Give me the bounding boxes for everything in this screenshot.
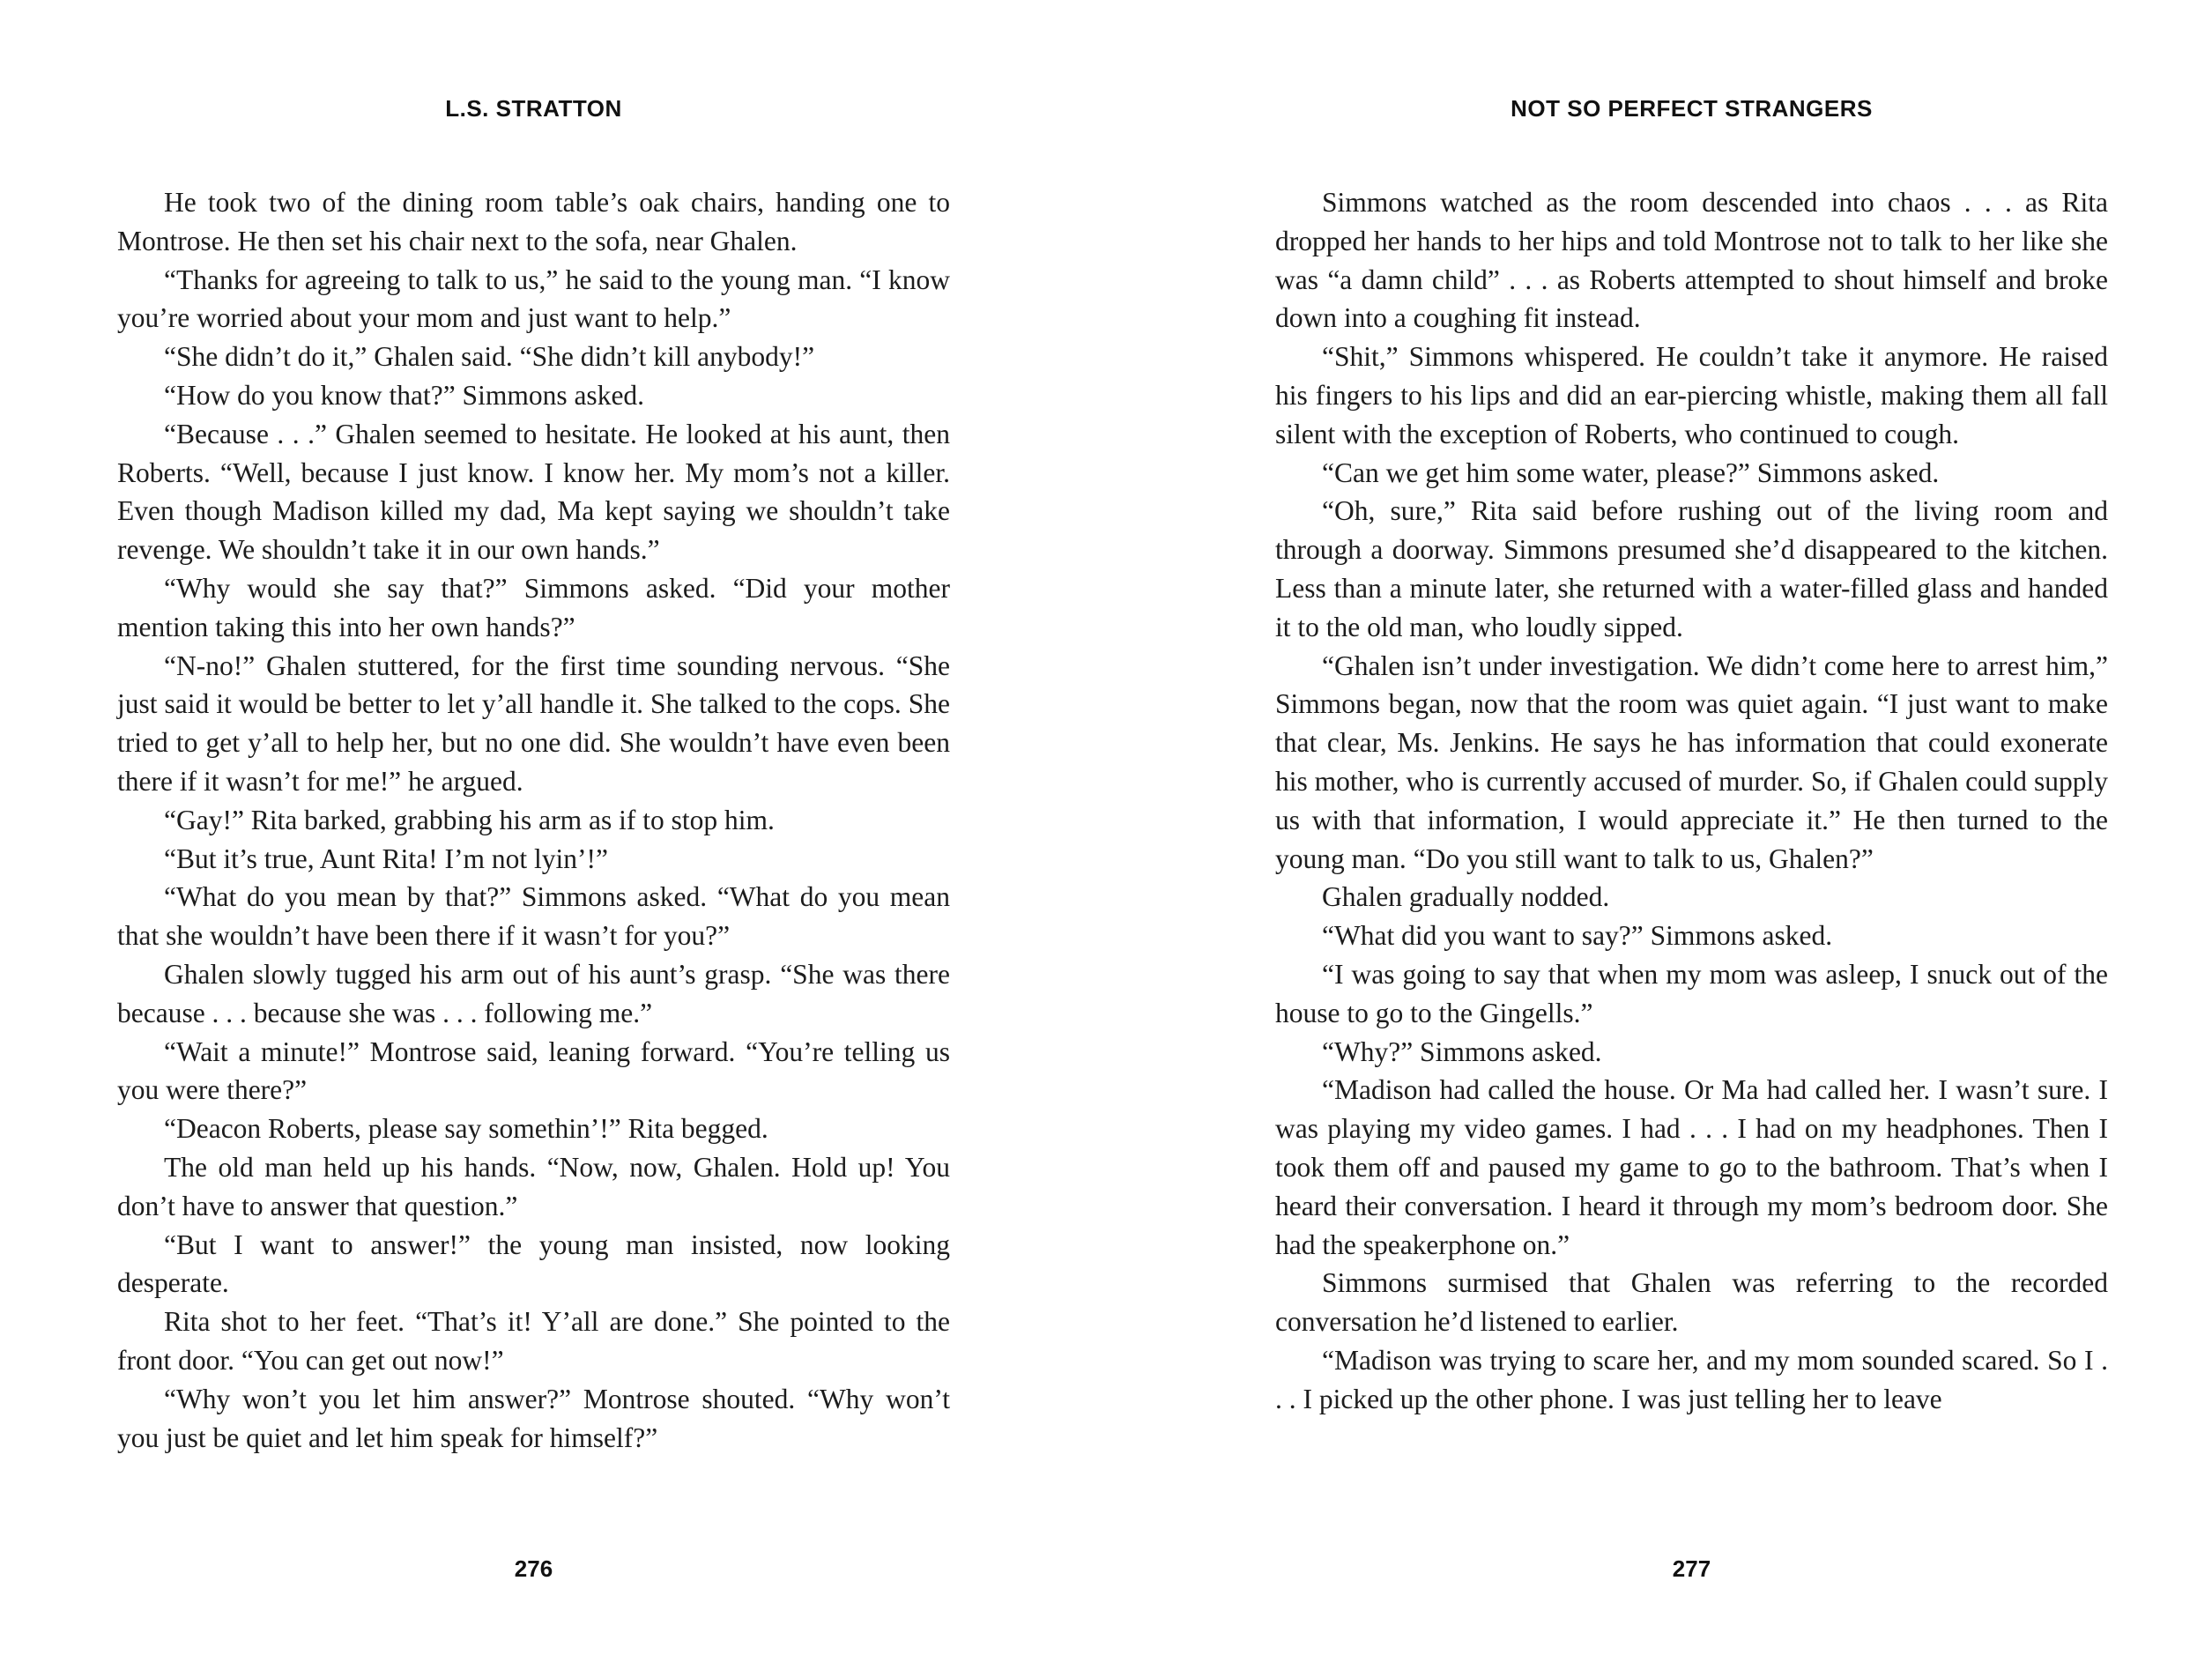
page-number: 277 [1672, 1555, 1711, 1582]
paragraph: “Can we get him some water, please?” Simmons asked. [1322, 456, 1940, 488]
paragraph: “Because . . .” Ghalen seemed to hesitate. He looked at his aunt, then Roberts. “Well, because I just know. I know her. My mom’s not a killer. Even though Madison killed my dad, Ma kept saying we shouldn’t take revenge. We shouldn’t take it in our own hands.” [117, 418, 950, 566]
paragraph: “Why would she say that?” Simmons asked. “Did your mother mention taking this into her own hands?” [117, 572, 950, 642]
paragraph: “Shit,” Simmons whispered. He couldn’t take it anymore. He raised his fingers to his lips and did an ear-piercing whistle, making them all fall silent with the exception of Roberts, who continued to cough. [1275, 341, 2108, 449]
paragraph: He took two of the dining room table’s oak chairs, handing one to Montrose. He then set his chair next to the sofa, near Ghalen. [117, 187, 950, 256]
paragraph: “Gay!” Rita barked, grabbing his arm as if to stop him. [164, 804, 775, 835]
paragraph: “Oh, sure,” Rita said before rushing out of the living room and through a doorway. Simmons presumed she’d disappeared to the kitchen. Less than a minute later, she returned with a water-filled glass and handed it to the old man, who loudly sipped. [1275, 495, 2108, 642]
paragraph: “I was going to say that when my mom was asleep, I snuck out of the house to go to the Gingells.” [1275, 958, 2108, 1028]
paragraph: “Thanks for agreeing to talk to us,” he said to the young man. “I know you’re worried about your mom and just want to help.” [117, 263, 950, 334]
paragraph: “But I want to answer!” the young man insisted, now looking desperate. [117, 1228, 950, 1299]
right-page-body [1275, 183, 2108, 1419]
page-number: 276 [514, 1555, 553, 1582]
paragraph: “Madison was trying to scare her, and my mom sounded scared. So I . . . I picked up the other phone. I was just telling her to leave [1275, 1344, 2108, 1414]
paragraph: “Madison had called the house. Or Ma had called her. I wasn’t sure. I was playing my video games. I had . . . I had on my headphones. Then I took them off and paused my game to go to the bathroom. That’s when I heard their conversation. I heard it through my mom’s bedroom door. She had the speakerphone on.” [1275, 1074, 2108, 1260]
paragraph: “What do you mean by that?” Simmons asked. “What do you mean that she wouldn’t have been there if it wasn’t for you?” [117, 881, 950, 952]
paragraph: “What did you want to say?” Simmons asked. [1322, 920, 1833, 952]
paragraph: “Wait a minute!” Montrose said, leaning forward. “You’re telling us you were there?” [117, 1035, 950, 1106]
paragraph: Rita shot to her feet. “That’s it! Y’all are done.” She pointed to the front door. “You can get out now!” [117, 1306, 950, 1376]
right-page [1106, 0, 2212, 1670]
paragraph: Ghalen gradually nodded. [1322, 881, 1610, 913]
paragraph: “Why won’t you let him answer?” Montrose shouted. “Why won’t you just be quiet and let him speak for himself?” [117, 1383, 950, 1453]
paragraph: Ghalen slowly tugged his arm out of his aunt’s grasp. “She was there because . . . because she was . . . following me.” [117, 958, 950, 1028]
running-head-author: L.S. STRATTON [445, 95, 622, 122]
paragraph: “Deacon Roberts, please say somethin’!” Rita begged. [164, 1113, 768, 1145]
paragraph: Simmons surmised that Ghalen was referring to the recorded conversation he’d listened to earlier. [1275, 1267, 2108, 1338]
paragraph: “N-no!” Ghalen stuttered, for the first time sounding nervous. “She just said it would be better to let y’all handle it. She talked to the cops. She tried to get y’all to help her, but no one did. She wouldn’t have even been there if it wasn’t for me!” he argued. [117, 649, 950, 797]
paragraph: “Ghalen isn’t under investigation. We didn’t come here to arrest him,” Simmons began, now that the room was quiet again. “I just want to make that clear, Ms. Jenkins. He says he has information that could exonerate his mother, who is currently accused of murder. So, if Ghalen could supply us with that information, I would appreciate it.” He then turned to the young man. “Do you still want to talk to us, Ghalen?” [1275, 649, 2108, 874]
running-head-title: NOT SO PERFECT STRANGERS [1511, 95, 1873, 122]
paragraph: The old man held up his hands. “Now, now, Ghalen. Hold up! You don’t have to answer that question.” [117, 1151, 950, 1221]
paragraph: “How do you know that?” Simmons asked. [164, 379, 645, 411]
paragraph: “Why?” Simmons asked. [1322, 1035, 1602, 1067]
paragraph: Simmons watched as the room descended into chaos . . . as Rita dropped her hands to her hips and told Montrose not to talk to her like she was “a damn child” . . . as Roberts attempted to shout himself and broke down into a coughing fit instead. [1275, 187, 2108, 334]
left-page-body [117, 183, 950, 1457]
paragraph: “She didn’t do it,” Ghalen said. “She didn’t kill anybody!” [164, 341, 815, 373]
paragraph: “But it’s true, Aunt Rita! I’m not lyin’!” [164, 842, 608, 874]
